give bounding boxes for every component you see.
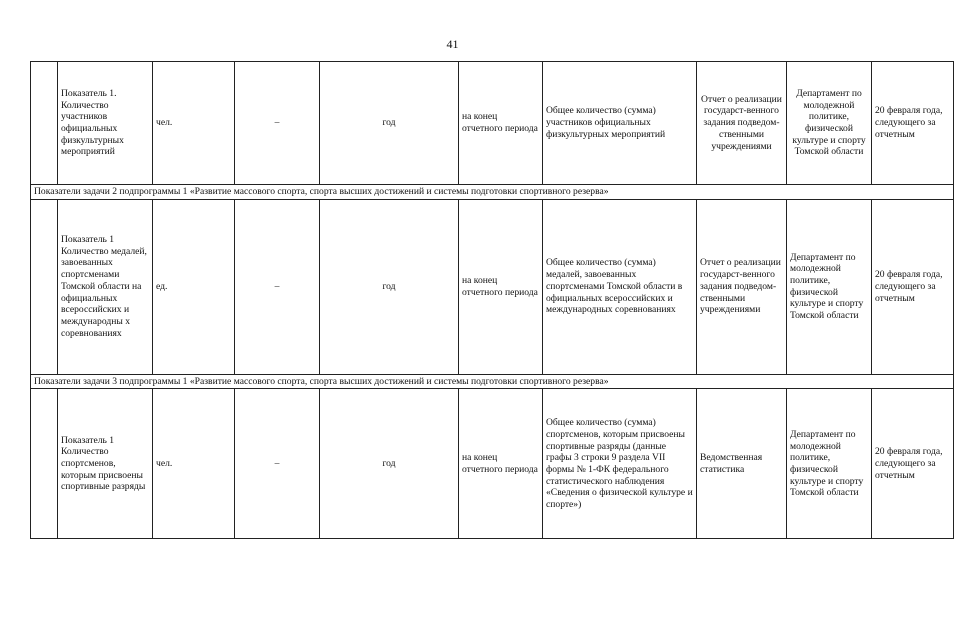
number-cell [31,62,58,185]
dash-cell: – [235,199,320,374]
dash-cell: – [235,62,320,185]
table-row [31,62,954,185]
period-cell: год [320,62,459,185]
page-number: 41 [446,37,459,51]
source-cell: Отчет о реализации государст-венного задания подведом-ственными учреждениями [697,62,787,185]
deadline-cell: 20 февраля года, следующего за отчетным [872,62,954,185]
period-cell: год [320,199,459,374]
indicators-table [30,61,954,539]
responsible-cell: Департамент по молодежной политике, физической культуре и спорту Томской области [787,389,872,539]
table-row [31,389,954,539]
period-cell: год [320,389,459,539]
method-cell: Общее количество (сумма) медалей, завоеванных спортсменами Томской области в официальных всероссийских и международных соревнованиях [543,199,697,374]
unit-cell: чел. [153,389,235,539]
section-heading: Показатели задачи 3 подпрограммы 1 «Развитие массового спорта, спорта высших достижений и системы подготовки спортивного резерва» [31,374,954,389]
timing-cell: на конец отчетного периода [459,199,543,374]
number-cell [31,199,58,374]
responsible-cell: Департамент по молодежной политике, физической культуре и спорту Томской области [787,199,872,374]
method-cell: Общее количество (сумма) участников официальных физкультурных мероприятий [543,62,697,185]
source-cell: Ведомственная статистика [697,389,787,539]
indicator-cell: Показатель 1. Количество участников официальных физкультурных мероприятий [58,62,153,185]
indicator-cell: Показатель 1 Количество спортсменов, которым присвоены спортивные разряды [58,389,153,539]
table-row [31,199,954,374]
indicator-cell: Показатель 1 Количество медалей, завоеванных спортсменами Томской области на официальных всероссийских и международны х соревнованиях [58,199,153,374]
method-cell: Общее количество (сумма) спортсменов, которым присвоены спортивные разряды (данные графы 3 строки 9 раздела VII формы № 1-ФК федерального статистического наблюдения «Сведения о физической культуре и спорте») [543,389,697,539]
section-row [31,374,954,389]
unit-cell: ед. [153,199,235,374]
unit-cell: чел. [153,62,235,185]
timing-cell: на конец отчетного периода [459,389,543,539]
deadline-cell: 20 февраля года, следующего за отчетным [872,389,954,539]
deadline-cell: 20 февраля года, следующего за отчетным [872,199,954,374]
section-row [31,185,954,200]
source-cell: Отчет о реализации государст-венного задания подведом-ственными учреждениями [697,199,787,374]
responsible-cell: Департамент по молодежной политике, физической культуре и спорту Томской области [787,62,872,185]
timing-cell: на конец отчетного периода [459,62,543,185]
number-cell [31,389,58,539]
section-heading: Показатели задачи 2 подпрограммы 1 «Развитие массового спорта, спорта высших достижений и системы подготовки спортивного резерва» [31,185,954,200]
dash-cell: – [235,389,320,539]
